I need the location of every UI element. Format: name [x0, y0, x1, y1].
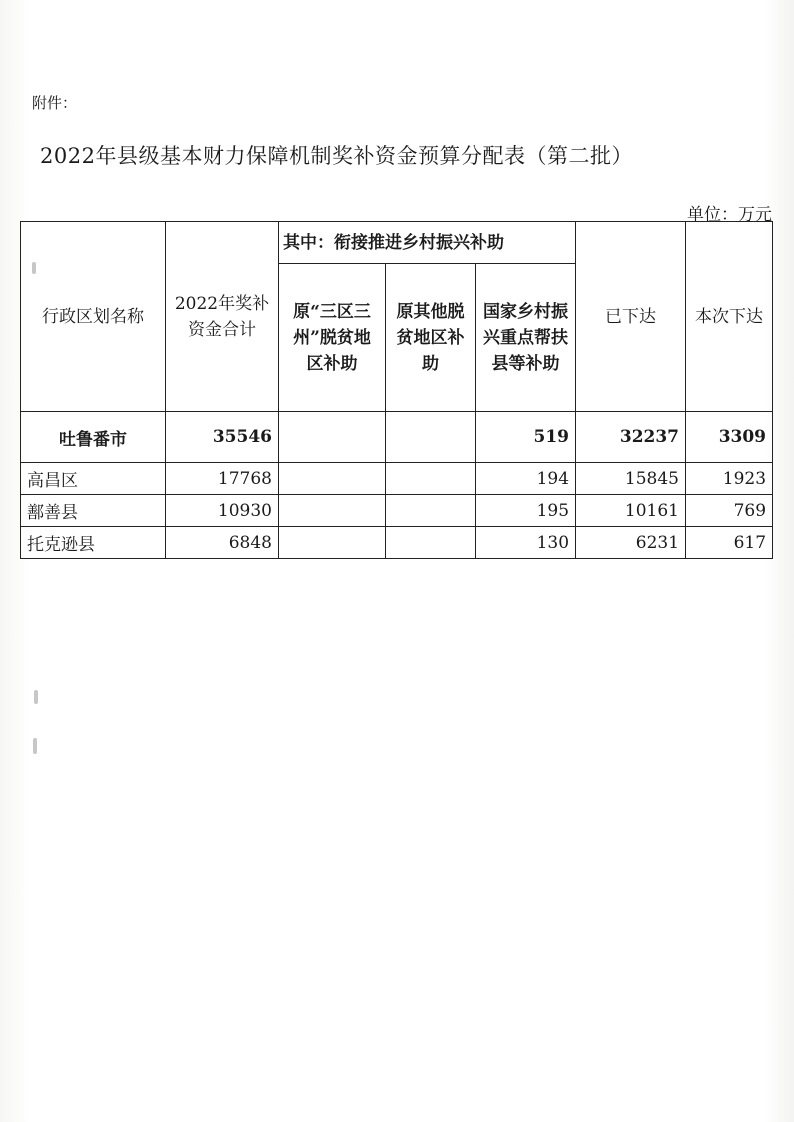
total-row [21, 412, 773, 463]
header-sub2: 原其他脱贫地区补助 [386, 264, 476, 412]
attachment-label: 附件： [32, 94, 78, 112]
row-sub2 [386, 527, 476, 559]
row-issued: 6231 [576, 527, 686, 559]
header-issued: 已下达 [576, 222, 686, 412]
row-current: 769 [686, 495, 773, 527]
row-total: 10930 [166, 495, 279, 527]
table-row [21, 527, 773, 559]
row-sub1 [279, 495, 386, 527]
header-group: 其中：衔接推进乡村振兴补助 [279, 222, 576, 264]
total-row-name: 吐鲁番市 [21, 412, 166, 463]
header-current: 本次下达 [686, 222, 773, 412]
total-row-sub1 [279, 412, 386, 463]
row-sub2 [386, 463, 476, 495]
row-current: 617 [686, 527, 773, 559]
binding-mark [32, 262, 36, 274]
row-sub3: 130 [476, 527, 576, 559]
unit-label: 单位：万元 [687, 205, 772, 225]
binding-mark [34, 690, 38, 704]
row-total: 6848 [166, 527, 279, 559]
total-row-total: 35546 [166, 412, 279, 463]
row-sub3: 195 [476, 495, 576, 527]
header-row-1 [21, 222, 773, 264]
row-issued: 10161 [576, 495, 686, 527]
header-sub1: 原“三区三州”脱贫地区补助 [279, 264, 386, 412]
total-row-issued: 32237 [576, 412, 686, 463]
row-name: 托克逊县 [21, 527, 166, 559]
row-sub1 [279, 463, 386, 495]
row-sub3: 194 [476, 463, 576, 495]
header-sub3: 国家乡村振兴重点帮扶县等补助 [476, 264, 576, 412]
page-title: 2022年县级基本财力保障机制奖补资金预算分配表（第二批） [40, 144, 633, 168]
row-issued: 15845 [576, 463, 686, 495]
table-row [21, 495, 773, 527]
header-region-name: 行政区划名称 [21, 222, 166, 412]
header-total: 2022年奖补资金合计 [166, 222, 279, 412]
row-current: 1923 [686, 463, 773, 495]
total-row-current: 3309 [686, 412, 773, 463]
total-row-sub2 [386, 412, 476, 463]
row-name: 鄯善县 [21, 495, 166, 527]
table-row [21, 463, 773, 495]
row-total: 17768 [166, 463, 279, 495]
row-sub2 [386, 495, 476, 527]
row-sub1 [279, 527, 386, 559]
allocation-table [20, 221, 773, 559]
row-name: 高昌区 [21, 463, 166, 495]
total-row-sub3: 519 [476, 412, 576, 463]
binding-mark [33, 738, 37, 754]
